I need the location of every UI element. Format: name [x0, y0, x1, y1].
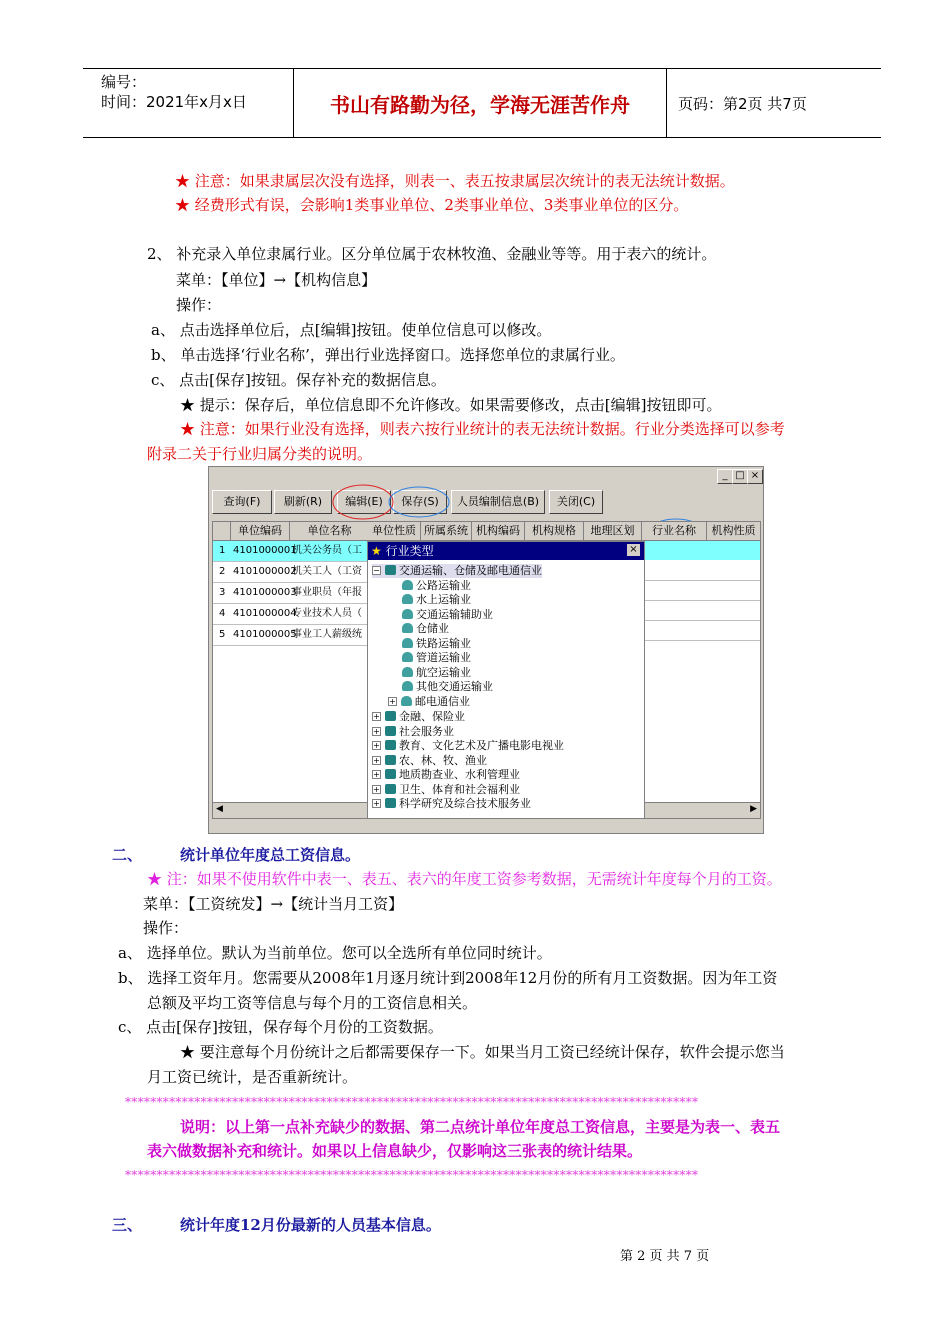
section2-b-line1: b、 选择工资年月。您需要从2008年1月逐月统计到2008年12月份的所有月工资数据。因为年工资	[118, 969, 778, 987]
horizontal-scrollbar[interactable]	[213, 802, 369, 818]
row-name: 事业职员（年报	[292, 587, 362, 598]
folder-icon	[385, 565, 396, 575]
tree-item[interactable]	[372, 797, 531, 811]
horizontal-scrollbar-right[interactable]	[642, 802, 760, 818]
node-icon	[402, 667, 413, 677]
step2-title: 2、 补充录入单位隶属行业。区分单位属于农林牧渔、金融业等等。用于表六的统计。	[147, 245, 717, 263]
tree-item-label: 其他交通运输业	[416, 680, 493, 693]
unit-grid[interactable]	[212, 521, 370, 819]
tree-item-label: 交通运输辅助业	[416, 608, 493, 621]
tree-item-label: 农、林、牧、渔业	[399, 754, 487, 767]
motto: 书山有路勤为径，学海无涯苦作舟	[330, 93, 630, 117]
section2-b-line2: 总额及平均工资等信息与每个月的工资信息相关。	[147, 994, 478, 1012]
folder-icon	[385, 711, 396, 721]
tree-item[interactable]	[402, 637, 471, 651]
time-label: 时间：2021年x月x日	[101, 93, 247, 111]
popup-close-icon[interactable]: ×	[627, 544, 640, 556]
tree-item[interactable]	[402, 579, 471, 593]
staffing-info-button[interactable]: 人员编制信息(B)	[451, 490, 545, 514]
tree-item[interactable]	[402, 680, 493, 694]
row-name: 专业技术人员（	[292, 608, 362, 619]
row-index: 3	[219, 587, 226, 598]
close-icon[interactable]: ×	[747, 469, 763, 484]
table-row[interactable]	[213, 562, 369, 583]
tree-item[interactable]	[372, 725, 454, 739]
row-code: 4101000001	[233, 545, 297, 556]
tree-item-label: 金融、保险业	[399, 710, 465, 723]
col-header-system[interactable]: 所属系统	[421, 522, 472, 541]
folder-icon	[385, 798, 396, 808]
expand-icon[interactable]: +	[373, 741, 380, 750]
col-header-unit-code[interactable]: 单位编码	[231, 522, 290, 541]
header-page-cell	[666, 69, 881, 137]
row-name: 机关工人（工资	[292, 566, 362, 577]
tree-item-label: 教育、文化艺术及广播电影电视业	[399, 739, 564, 752]
folder-icon	[385, 740, 396, 750]
section2-a: a、 选择单位。默认为当前单位。您可以全选所有单位同时统计。	[118, 944, 552, 962]
tree-item[interactable]	[402, 608, 493, 622]
tree-item[interactable]	[388, 695, 470, 709]
step2-a: a、 点击选择单位后，点[编辑]按钮。使单位信息可以修改。	[151, 321, 552, 339]
section2-menu: 菜单：【工资统发】→【统计当月工资】	[143, 895, 404, 913]
mid-header-strip	[368, 521, 641, 541]
section3-number: 三、	[112, 1216, 143, 1234]
popup-title: 行业类型	[385, 544, 434, 558]
close-button[interactable]: 关闭(C)	[549, 490, 603, 514]
software-window	[208, 466, 764, 834]
page-footer: 第 2 页 共 7 页	[620, 1249, 710, 1264]
tree-item[interactable]	[372, 783, 520, 797]
col-header-index	[213, 522, 231, 541]
section2-title: 统计单位年度总工资信息。	[180, 846, 361, 864]
row-index: 4	[219, 608, 226, 619]
col-header-unit-name[interactable]: 单位名称	[290, 522, 370, 541]
popup-titlebar	[368, 542, 644, 560]
tree-root-label: 交通运输、仓储及邮电通信业	[399, 564, 542, 577]
table-row[interactable]	[213, 541, 369, 562]
node-icon	[402, 580, 413, 590]
row-index: 1	[219, 545, 226, 556]
folder-icon	[385, 755, 396, 765]
step2-b: b、 单击选择‘行业名称’，弹出行业选择窗口。选择您单位的隶属行业。	[151, 346, 625, 364]
star-icon: ★	[371, 544, 382, 558]
table-row[interactable]	[213, 604, 369, 625]
col-header-org-code[interactable]: 机构编码	[472, 522, 525, 541]
table-row[interactable]	[213, 625, 369, 646]
tree-item-label: 仓储业	[416, 622, 449, 635]
expand-icon[interactable]: +	[373, 727, 380, 736]
star-divider-top: *******************************************************************************************	[125, 1095, 699, 1109]
node-icon	[402, 623, 413, 633]
node-icon	[401, 696, 412, 706]
tree-item-label: 科学研究及综合技术服务业	[399, 797, 531, 810]
row-code: 4101000004	[233, 608, 297, 619]
note-1: ★ 注意：如果隶属层次没有选择，则表一、表五按隶属层次统计的表无法统计数据。	[175, 172, 735, 190]
col-header-org-spec[interactable]: 机构规格	[525, 522, 584, 541]
industry-popup[interactable]	[367, 541, 645, 819]
tree-item[interactable]	[402, 666, 471, 680]
tree-item-label: 水上运输业	[416, 593, 471, 606]
tree-item-label: 邮电通信业	[415, 695, 470, 708]
row-index: 5	[219, 629, 226, 640]
tree-item[interactable]	[402, 593, 471, 607]
collapse-icon[interactable]: −	[373, 566, 380, 575]
minimize-icon[interactable]: _	[717, 469, 733, 484]
expand-icon[interactable]: +	[373, 785, 380, 794]
section3-title: 统计年度12月份最新的人员基本信息。	[180, 1216, 441, 1234]
selected-cell[interactable]	[642, 541, 760, 560]
tree-item[interactable]	[372, 710, 465, 724]
node-icon	[402, 652, 413, 662]
number-label: 编号：	[101, 73, 147, 91]
row-code: 4101000003	[233, 587, 297, 598]
section2-c: c、 点击[保存]按钮，保存每个月份的工资数据。	[118, 1018, 443, 1036]
node-icon	[402, 638, 413, 648]
section2-tip-line1: ★ 要注意每个月份统计之后都需要保存一下。如果当月工资已经统计保存，软件会提示您当	[180, 1043, 785, 1061]
folder-icon	[385, 784, 396, 794]
col-header-region[interactable]: 地理区划	[584, 522, 642, 541]
tree-item-label: 航空运输业	[416, 666, 471, 679]
tree-root[interactable]	[372, 564, 542, 578]
header-motto-cell	[293, 69, 667, 137]
industry-grid[interactable]	[641, 521, 761, 819]
tree-item-label: 公路运输业	[416, 579, 471, 592]
tree-item-label: 卫生、体育和社会福利业	[399, 783, 520, 796]
step2-tip: ★ 提示：保存后，单位信息即不允许修改。如果需要修改，点击[编辑]按钮即可。	[180, 396, 722, 414]
node-icon	[402, 594, 413, 604]
save-button[interactable]: 保存(S)	[393, 490, 447, 514]
page-label: 页码：第2页 共7页	[678, 95, 807, 113]
tree-item-label: 管道运输业	[416, 651, 471, 664]
grid-rows	[642, 561, 760, 641]
row-index: 2	[219, 566, 226, 577]
step2-note-1: ★ 注意：如果行业没有选择，则表六按行业统计的表无法统计数据。行业分类选择可以参考	[180, 420, 785, 438]
tree-item-label: 社会服务业	[399, 725, 454, 738]
tree-item[interactable]	[402, 651, 471, 665]
tree-item[interactable]	[402, 622, 449, 636]
row-name: 事业工人薪级统	[292, 629, 362, 640]
save-highlight	[389, 487, 449, 517]
edit-highlight	[333, 485, 393, 519]
section2-number: 二、	[112, 846, 143, 864]
explain-line2: 表六做数据补充和统计。如果以上信息缺少，仅影响这三张表的统计结果。	[147, 1142, 643, 1160]
query-button[interactable]: 查询(F)	[212, 490, 272, 514]
section2-ops: 操作：	[143, 919, 189, 937]
row-name: 机关公务员（工	[292, 545, 362, 556]
expand-icon[interactable]: +	[389, 697, 396, 706]
note-2: ★ 经费形式有误，会影响1类事业单位、2类事业单位、3类事业单位的区分。	[175, 196, 689, 214]
col-header-org-nature[interactable]: 机构性质	[707, 522, 761, 541]
edit-button[interactable]: 编辑(E)	[337, 490, 391, 514]
section2-note: ★ 注：如果不使用软件中表一、表五、表六的年度工资参考数据，无需统计年度每个月的工资。	[147, 870, 782, 888]
step2-note-2: 附录二关于行业归属分类的说明。	[147, 445, 373, 463]
node-icon	[402, 609, 413, 619]
col-header-industry[interactable]: 行业名称	[642, 522, 707, 541]
star-divider-bottom: *******************************************************************************************	[125, 1168, 699, 1182]
tree-item-label: 地质勘查业、水利管理业	[399, 768, 520, 781]
step2-menu: 菜单：【单位】→【机构信息】	[176, 271, 377, 289]
tree-item-label: 铁路运输业	[416, 637, 471, 650]
maximize-icon[interactable]: □	[732, 469, 748, 484]
header-left-cell	[83, 69, 293, 137]
step2-c: c、 点击[保存]按钮。保存补充的数据信息。	[151, 371, 446, 389]
scroll-right-icon[interactable]: ▶	[750, 804, 757, 814]
node-icon	[402, 681, 413, 691]
col-header-unit-type[interactable]: 单位性质	[368, 522, 421, 541]
folder-icon	[385, 726, 396, 736]
row-code: 4101000005	[233, 629, 297, 640]
table-row[interactable]	[213, 583, 369, 604]
refresh-button[interactable]: 刷新(R)	[274, 490, 332, 514]
tree-item[interactable]	[372, 739, 564, 753]
row-code: 4101000002	[233, 566, 297, 577]
expand-icon[interactable]: +	[373, 712, 380, 721]
page-header	[83, 68, 881, 138]
tree-item[interactable]	[372, 768, 520, 782]
explain-line1: 说明：以上第一点补充缺少的数据、第二点统计单位年度总工资信息，主要是为表一、表五	[180, 1118, 781, 1136]
expand-icon[interactable]: +	[373, 770, 380, 779]
folder-icon	[385, 769, 396, 779]
step2-ops: 操作：	[176, 296, 222, 314]
section2-tip-line2: 月工资已统计，是否重新统计。	[147, 1068, 358, 1086]
tree-item[interactable]	[372, 754, 487, 768]
scroll-left-icon[interactable]: ◀	[216, 804, 223, 814]
expand-icon[interactable]: +	[373, 756, 380, 765]
expand-icon[interactable]: +	[373, 799, 380, 808]
